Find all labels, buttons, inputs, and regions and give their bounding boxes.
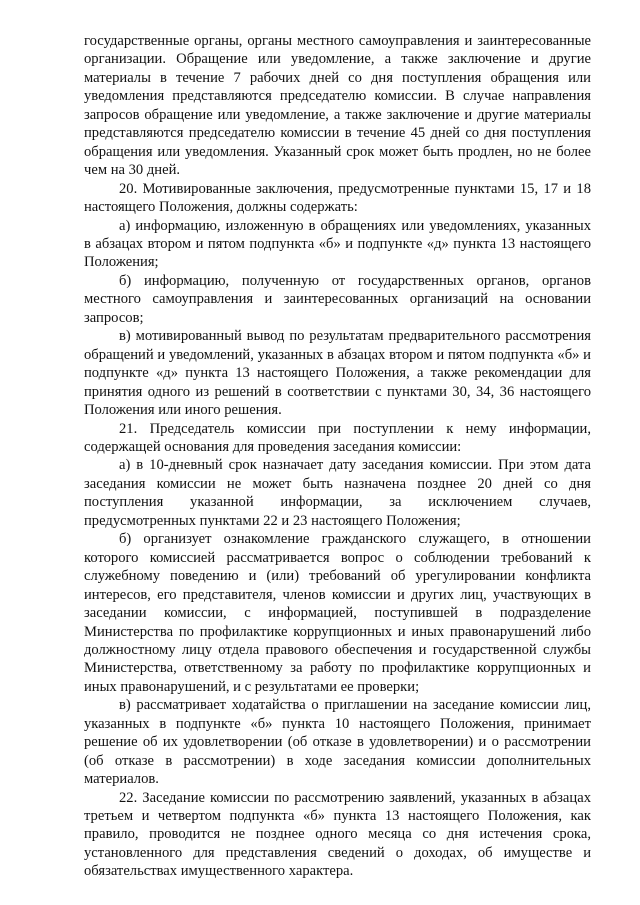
paragraph-21-a: а) в 10-дневный срок назначает дату заседания комиссии. При этом дата заседания комиссии не может быть назначена позднее 20 дней со дня поступления указанной информации, за исключением случаев, предусмотренных пунктами 22 и 23 настоящего Положения; <box>84 457 591 529</box>
paragraph-20-b: б) информацию, полученную от государственных органов, органов местного самоуправления и заинтересованных организаций на основании запросов; <box>84 272 591 326</box>
paragraph-19-continuation: государственные органы, органы местного самоуправления и заинтересованные организации. Обращение или уведомление, а также заключение и другие материалы в течение 7 рабочих дней со дня поступления обращения или уведомления представляются председателю комиссии. В случае направления запросов обращение или уведомление, а также заключение и другие материалы представляются председателю комиссии в течение 45 дней со дня поступления обращения или уведомления. Указанный срок может быть продлен, но не более чем на 30 дней. <box>84 33 591 179</box>
document-page <box>84 32 591 881</box>
paragraph-20-v: в) мотивированный вывод по результатам предварительного рассмотрения обращений и уведомлений, указанных в абзацах втором и пятом подпункта «б» и подпункте «д» пункта 13 настоящего Положения, а также рекомендации для принятия одного из решений в соответствии с пунктами 30, 34, 36 настоящего Положения или иного решения. <box>84 328 591 419</box>
paragraph-21: 21. Председатель комиссии при поступлении к нему информации, содержащей основания для проведения заседания комиссии: <box>84 420 591 455</box>
paragraph-21-v: в) рассматривает ходатайства о приглашении на заседание комиссии лиц, указанных в подпункте «б» пункта 10 настоящего Положения, принимает решение об их удовлетворении (об отказе в удовлетворении) и о рассмотрении (об отказе в рассмотрении) в ходе заседания комиссии дополнительных материалов. <box>84 697 591 788</box>
paragraph-20-a: а) информацию, изложенную в обращениях или уведомлениях, указанных в абзацах втором и пятом подпункта «б» и подпункте «д» пункта 13 настоящего Положения; <box>84 217 591 271</box>
paragraph-21-b: б) организует ознакомление гражданского служащего, в отношении которого комиссией рассматривается вопрос о соблюдении требований к служебному поведению и (или) требований об урегулировании конфликта интересов, его представителя, членов комиссии и других лиц, участвующих в заседании комиссии, с информацией, поступившей в подразделение Министерства по профилактике коррупционных и иных правонарушений либо должностному лицу отдела правового обеспечения и государственной службы Министерства, ответственному за работу по профилактике коррупционных и иных правонарушений, и с результатами ее проверки; <box>84 531 591 695</box>
paragraph-22: 22. Заседание комиссии по рассмотрению заявлений, указанных в абзацах третьем и четвертом подпункта «б» пункта 13 настоящего Положения, как правило, проводится не позднее одного месяца со дня истечения срока, установленного для представления сведений о доходах, об имуществе и обязательствах имущественного характера. <box>84 789 591 880</box>
paragraph-20: 20. Мотивированные заключения, предусмотренные пунктами 15, 17 и 18 настоящего Положения, должны содержать: <box>84 180 591 216</box>
